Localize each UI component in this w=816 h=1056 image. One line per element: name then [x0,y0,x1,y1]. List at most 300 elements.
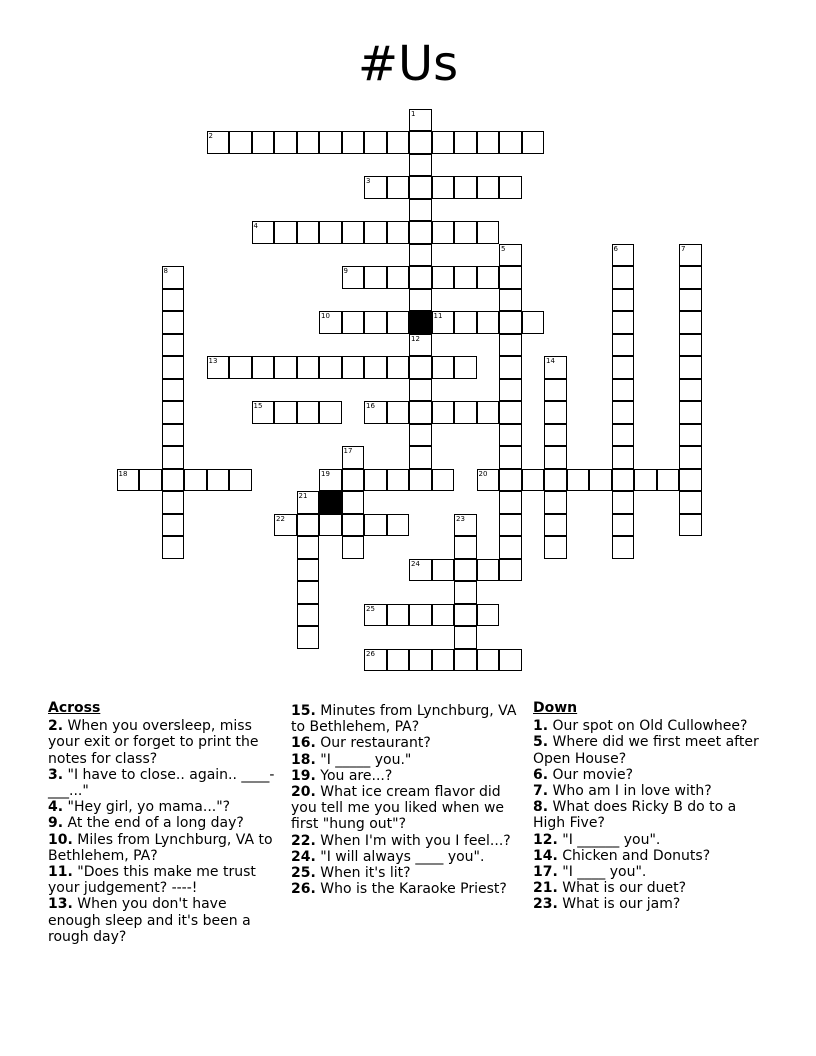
crossword-cell[interactable] [499,514,522,537]
crossword-cell[interactable] [454,131,477,154]
crossword-cell[interactable] [432,131,455,154]
crossword-cell[interactable] [432,559,455,582]
crossword-cell[interactable] [274,221,297,244]
cell-number: 19 [321,469,330,478]
crossword-cell[interactable] [432,311,455,334]
clue-number: 23. [533,896,558,913]
crossword-cell[interactable] [364,401,387,424]
crossword-cell[interactable] [589,469,612,492]
crossword-cell[interactable] [162,491,185,514]
crossword-cell[interactable] [612,491,635,514]
crossword-cell[interactable] [499,446,522,469]
crossword-cell[interactable] [499,176,522,199]
crossword-cell[interactable] [387,649,410,672]
crossword-cell[interactable] [409,379,432,402]
clue-text: When you don't have enough sleep and it's been a rough day? [48,896,251,945]
crossword-cell[interactable] [319,469,342,492]
clue-number: 12. [533,831,558,848]
crossword-cell[interactable] [184,469,207,492]
cell-number: 21 [298,492,308,500]
crossword-cell[interactable] [679,469,702,492]
crossword-cell[interactable] [342,311,365,334]
crossword-cell[interactable] [162,266,185,289]
crossword-cell[interactable] [612,401,635,424]
crossword-cell[interactable] [252,221,275,244]
clue-text: "I have to close.. again.. ____-___..." [48,766,275,800]
crossword-cell[interactable] [409,154,432,177]
crossword-cell[interactable] [544,356,567,379]
crossword-cell[interactable] [499,536,522,559]
clue-number: 13. [48,896,73,913]
crossword-cell[interactable] [612,536,635,559]
crossword-cell[interactable] [679,266,702,289]
crossword-cell[interactable] [207,469,230,492]
crossword-cell[interactable] [409,649,432,672]
crossword-cell[interactable] [454,536,477,559]
crossword-cell[interactable] [319,514,342,537]
crossword-cell[interactable] [544,536,567,559]
crossword-cell[interactable] [409,109,432,132]
crossword-cell[interactable] [454,581,477,604]
clue-number: 2. [48,718,64,735]
clue-item [533,783,768,799]
clue-item [48,718,278,767]
clue-number: 11. [48,864,73,881]
clue-item [48,896,278,945]
crossword-block [319,491,342,514]
crossword-cell[interactable] [612,334,635,357]
crossword-cell[interactable] [499,491,522,514]
clue-text: What is our duet? [562,880,687,897]
cell-number: 5 [501,244,506,253]
crossword-cell[interactable] [162,401,185,424]
crossword-cell[interactable] [454,604,477,627]
crossword-cell[interactable] [319,131,342,154]
crossword-cell[interactable] [612,289,635,312]
clue-item [533,734,768,766]
clue-item [291,703,521,735]
crossword-cell[interactable] [522,131,545,154]
clue-number: 9. [48,815,64,832]
clue-item [291,881,521,897]
crossword-cell[interactable] [499,356,522,379]
cell-number: 8 [163,267,168,275]
crossword-cell[interactable] [454,356,477,379]
crossword-cell[interactable] [342,514,365,537]
crossword-cell[interactable] [679,491,702,514]
clue-item [533,864,768,880]
crossword-cell[interactable] [409,604,432,627]
crossword-cell[interactable] [612,379,635,402]
crossword-cell[interactable] [387,311,410,334]
clue-item [533,799,768,831]
crossword-cell[interactable] [454,514,477,537]
crossword-cell[interactable] [612,424,635,447]
crossword-cell[interactable] [454,401,477,424]
clue-number: 16. [291,735,316,752]
crossword-cell[interactable] [499,469,522,492]
cell-number: 2 [208,132,213,140]
crossword-cell[interactable] [409,221,432,244]
crossword-cell[interactable] [342,221,365,244]
crossword-cell[interactable] [544,379,567,402]
crossword-cell[interactable] [297,401,320,424]
clue-item [533,767,768,783]
crossword-cell[interactable] [162,536,185,559]
clue-number: 20. [291,784,316,801]
crossword-cell[interactable] [274,514,297,537]
crossword-cell[interactable] [364,469,387,492]
crossword-cell[interactable] [612,446,635,469]
crossword-cell[interactable] [162,356,185,379]
crossword-cell[interactable] [319,401,342,424]
crossword-cell[interactable] [499,334,522,357]
crossword-cell[interactable] [297,221,320,244]
crossword-cell[interactable] [634,469,657,492]
crossword-cell[interactable] [522,469,545,492]
crossword-cell[interactable] [342,446,365,469]
crossword-cell[interactable] [409,131,432,154]
puzzle-title: #Us [357,36,459,92]
crossword-cell[interactable] [162,424,185,447]
crossword-cell[interactable] [477,266,500,289]
crossword-cell[interactable] [679,311,702,334]
cell-number: 15 [253,402,263,410]
crossword-cell[interactable] [364,131,387,154]
clue-item [533,880,768,896]
crossword-cell[interactable] [679,446,702,469]
clue-number: 17. [533,864,558,881]
crossword-cell[interactable] [297,356,320,379]
clue-text: When it's lit? [320,865,411,882]
crossword-cell[interactable] [342,131,365,154]
clue-text: "I will always ____ you". [320,848,485,865]
crossword-cell[interactable] [499,289,522,312]
clue-text: When you oversleep, miss your exit or forget to print the notes for class? [48,718,259,767]
clue-number: 26. [291,881,316,898]
crossword-cell[interactable] [454,626,477,649]
crossword-cell[interactable] [162,446,185,469]
clue-text: At the end of a long day? [67,815,244,832]
crossword-cell[interactable] [544,446,567,469]
clue-number: 18. [291,751,316,768]
clue-text: Miles from Lynchburg, VA to Bethlehem, PA? [48,831,273,864]
crossword-cell[interactable] [409,446,432,469]
crossword-cell[interactable] [477,469,500,492]
crossword-cell[interactable] [477,311,500,334]
crossword-cell[interactable] [477,649,500,672]
clue-number: 24. [291,848,316,865]
clue-number: 1. [533,718,549,735]
crossword-cell[interactable] [409,356,432,379]
crossword-cell[interactable] [162,469,185,492]
crossword-cell[interactable] [454,559,477,582]
clue-text: You are...? [320,767,393,784]
cell-number: 26 [366,649,375,658]
clue-text: Our movie? [552,766,634,783]
crossword-block [409,311,432,334]
crossword-cell[interactable] [432,604,455,627]
crossword-cell[interactable] [387,401,410,424]
clue-text: Who am I in love with? [552,783,712,800]
crossword-cell[interactable] [229,469,252,492]
clue-item [291,752,521,768]
crossword-cell[interactable] [679,379,702,402]
crossword-cell[interactable] [364,221,387,244]
crossword-cell[interactable] [544,424,567,447]
clue-item [291,865,521,881]
crossword-cell[interactable] [387,514,410,537]
crossword-cell[interactable] [297,131,320,154]
crossword-cell[interactable] [342,536,365,559]
crossword-cell[interactable] [387,469,410,492]
clue-text: Our restaurant? [320,735,431,752]
crossword-cell[interactable] [207,356,230,379]
crossword-cell[interactable] [387,176,410,199]
cell-number: 10 [321,312,330,320]
down-heading: Down [533,700,578,716]
crossword-cell[interactable] [229,131,252,154]
crossword-cell[interactable] [499,424,522,447]
clue-text: "I ______ you". [562,831,661,848]
crossword-cell[interactable] [387,131,410,154]
clue-number: 19. [291,767,316,784]
crossword-cell[interactable] [139,469,162,492]
clue-number: 15. [291,703,316,719]
clue-text: "Hey girl, yo mama..."? [67,799,231,816]
crossword-cell[interactable] [657,469,680,492]
clue-number: 21. [533,880,558,897]
cell-number: 6 [613,244,618,253]
crossword-cell[interactable] [499,266,522,289]
crossword-cell[interactable] [297,604,320,627]
cell-number: 4 [253,222,258,230]
crossword-cell[interactable] [477,604,500,627]
crossword-cell[interactable] [409,469,432,492]
clue-item [291,784,521,833]
crossword-cell[interactable] [409,559,432,582]
crossword-cell[interactable] [432,176,455,199]
crossword-cell[interactable] [274,131,297,154]
clue-item [533,718,768,734]
crossword-cell[interactable] [454,221,477,244]
crossword-cell[interactable] [364,604,387,627]
clue-item [291,735,521,751]
crossword-cell[interactable] [274,401,297,424]
clue-item [533,896,768,912]
cell-number: 13 [208,357,218,365]
crossword-cell[interactable] [319,356,342,379]
crossword-cell[interactable] [612,514,635,537]
clue-item [291,833,521,849]
crossword-cell[interactable] [454,176,477,199]
crossword-cell[interactable] [319,311,342,334]
cell-number: 7 [681,244,686,253]
crossword-cell[interactable] [364,311,387,334]
cell-number: 23 [456,514,465,523]
crossword-cell[interactable] [364,514,387,537]
crossword-cell[interactable] [319,221,342,244]
cell-number: 3 [366,177,371,185]
crossword-cell[interactable] [612,469,635,492]
clue-text: Our spot on Old Cullowhee? [552,718,748,735]
crossword-cell[interactable] [297,559,320,582]
crossword-cell[interactable] [364,176,387,199]
crossword-cell[interactable] [432,221,455,244]
clue-text: What is our jam? [562,896,681,913]
crossword-cell[interactable] [252,356,275,379]
crossword-cell[interactable] [454,311,477,334]
crossword-cell[interactable] [499,311,522,334]
crossword-cell[interactable] [207,131,230,154]
cell-number: 17 [343,447,353,455]
cell-number: 1 [411,109,416,118]
crossword-cell[interactable] [432,469,455,492]
crossword-cell[interactable] [477,221,500,244]
across-clues-continued [291,703,521,897]
crossword-cell[interactable] [297,581,320,604]
clue-item [48,767,278,799]
clue-number: 7. [533,783,549,800]
crossword-cell[interactable] [454,649,477,672]
crossword-cell[interactable] [342,356,365,379]
crossword-cell[interactable] [409,401,432,424]
crossword-cell[interactable] [229,356,252,379]
crossword-cell[interactable] [117,469,140,492]
crossword-cell[interactable] [297,491,320,514]
crossword-cell[interactable] [297,514,320,537]
crossword-cell[interactable] [679,424,702,447]
crossword-cell[interactable] [499,649,522,672]
crossword-cell[interactable] [477,131,500,154]
cell-number: 18 [118,469,128,478]
cell-number: 16 [366,402,375,410]
clue-text: When I'm with you I feel...? [320,832,511,849]
clue-number: 14. [533,847,558,864]
cell-number: 11 [433,312,443,320]
crossword-cell[interactable] [567,469,590,492]
crossword-cell[interactable] [409,289,432,312]
clue-number: 3. [48,766,64,783]
crossword-cell[interactable] [522,311,545,334]
crossword-cell[interactable] [162,379,185,402]
crossword-cell[interactable] [612,266,635,289]
crossword-cell[interactable] [544,491,567,514]
clue-text: Chicken and Donuts? [562,847,711,864]
crossword-cell[interactable] [499,559,522,582]
cell-number: 12 [411,334,420,343]
crossword-cell[interactable] [342,266,365,289]
crossword-cell[interactable] [432,401,455,424]
crossword-cell[interactable] [679,334,702,357]
clue-item [533,832,768,848]
crossword-cell[interactable] [387,221,410,244]
cell-number: 22 [276,514,285,523]
clue-number: 25. [291,865,316,882]
crossword-cell[interactable] [544,401,567,424]
crossword-cell[interactable] [364,356,387,379]
crossword-cell[interactable] [477,176,500,199]
crossword-cell[interactable] [499,401,522,424]
clue-text: What ice cream flavor did you tell me you liked when we first "hung out"? [291,784,505,833]
clue-number: 5. [533,734,549,751]
crossword-cell[interactable] [162,514,185,537]
clue-text: What does Ricky B do to a High Five? [533,799,737,832]
crossword-cell[interactable] [499,131,522,154]
cell-number: 20 [478,469,488,478]
clue-item [48,864,278,896]
crossword-cell[interactable] [387,604,410,627]
crossword-cell[interactable] [612,356,635,379]
crossword-cell[interactable] [679,356,702,379]
crossword-cell[interactable] [252,131,275,154]
clue-item [291,849,521,865]
down-clues [533,700,768,913]
cell-number: 25 [366,604,375,613]
crossword-cell[interactable] [252,401,275,424]
crossword-cell[interactable] [612,244,635,267]
crossword-cell[interactable] [499,244,522,267]
crossword-cell[interactable] [432,649,455,672]
clue-text: Who is the Karaoke Priest? [320,881,507,898]
crossword-cell[interactable] [432,266,455,289]
crossword-cell[interactable] [679,244,702,267]
clue-number: 4. [48,799,64,816]
crossword-cell[interactable] [432,356,455,379]
crossword-cell[interactable] [387,266,410,289]
cell-number: 9 [343,267,348,275]
crossword-cell[interactable] [342,491,365,514]
crossword-cell[interactable] [364,649,387,672]
crossword-cell[interactable] [162,334,185,357]
crossword-cell[interactable] [342,469,365,492]
crossword-cell[interactable] [387,356,410,379]
crossword-cell[interactable] [612,311,635,334]
across-clues [48,700,278,945]
crossword-cell[interactable] [409,424,432,447]
crossword-cell[interactable] [499,379,522,402]
clue-item [291,768,521,784]
clue-text: "I ____ you". [562,864,647,881]
crossword-cell[interactable] [409,176,432,199]
crossword-cell[interactable] [679,514,702,537]
crossword-cell[interactable] [477,559,500,582]
clue-number: 6. [533,766,549,783]
crossword-cell[interactable] [162,289,185,312]
crossword-cell[interactable] [477,401,500,424]
crossword-cell[interactable] [679,289,702,312]
crossword-cell[interactable] [162,311,185,334]
clue-text: "Does this make me trust your judgement? ----! [48,864,256,897]
clue-item [48,815,278,831]
crossword-cell[interactable] [454,266,477,289]
crossword-cell[interactable] [409,334,432,357]
crossword-cell[interactable] [409,244,432,267]
crossword-cell[interactable] [274,356,297,379]
clue-text: "I _____ you." [320,751,412,768]
crossword-cell[interactable] [297,536,320,559]
crossword-cell[interactable] [364,266,387,289]
crossword-cell[interactable] [544,514,567,537]
across-heading: Across [48,700,101,716]
crossword-cell[interactable] [409,266,432,289]
crossword-cell[interactable] [297,626,320,649]
crossword-cell[interactable] [679,401,702,424]
crossword-cell[interactable] [409,199,432,222]
crossword-cell[interactable] [544,469,567,492]
cell-number: 24 [411,559,420,568]
clue-item [48,799,278,815]
